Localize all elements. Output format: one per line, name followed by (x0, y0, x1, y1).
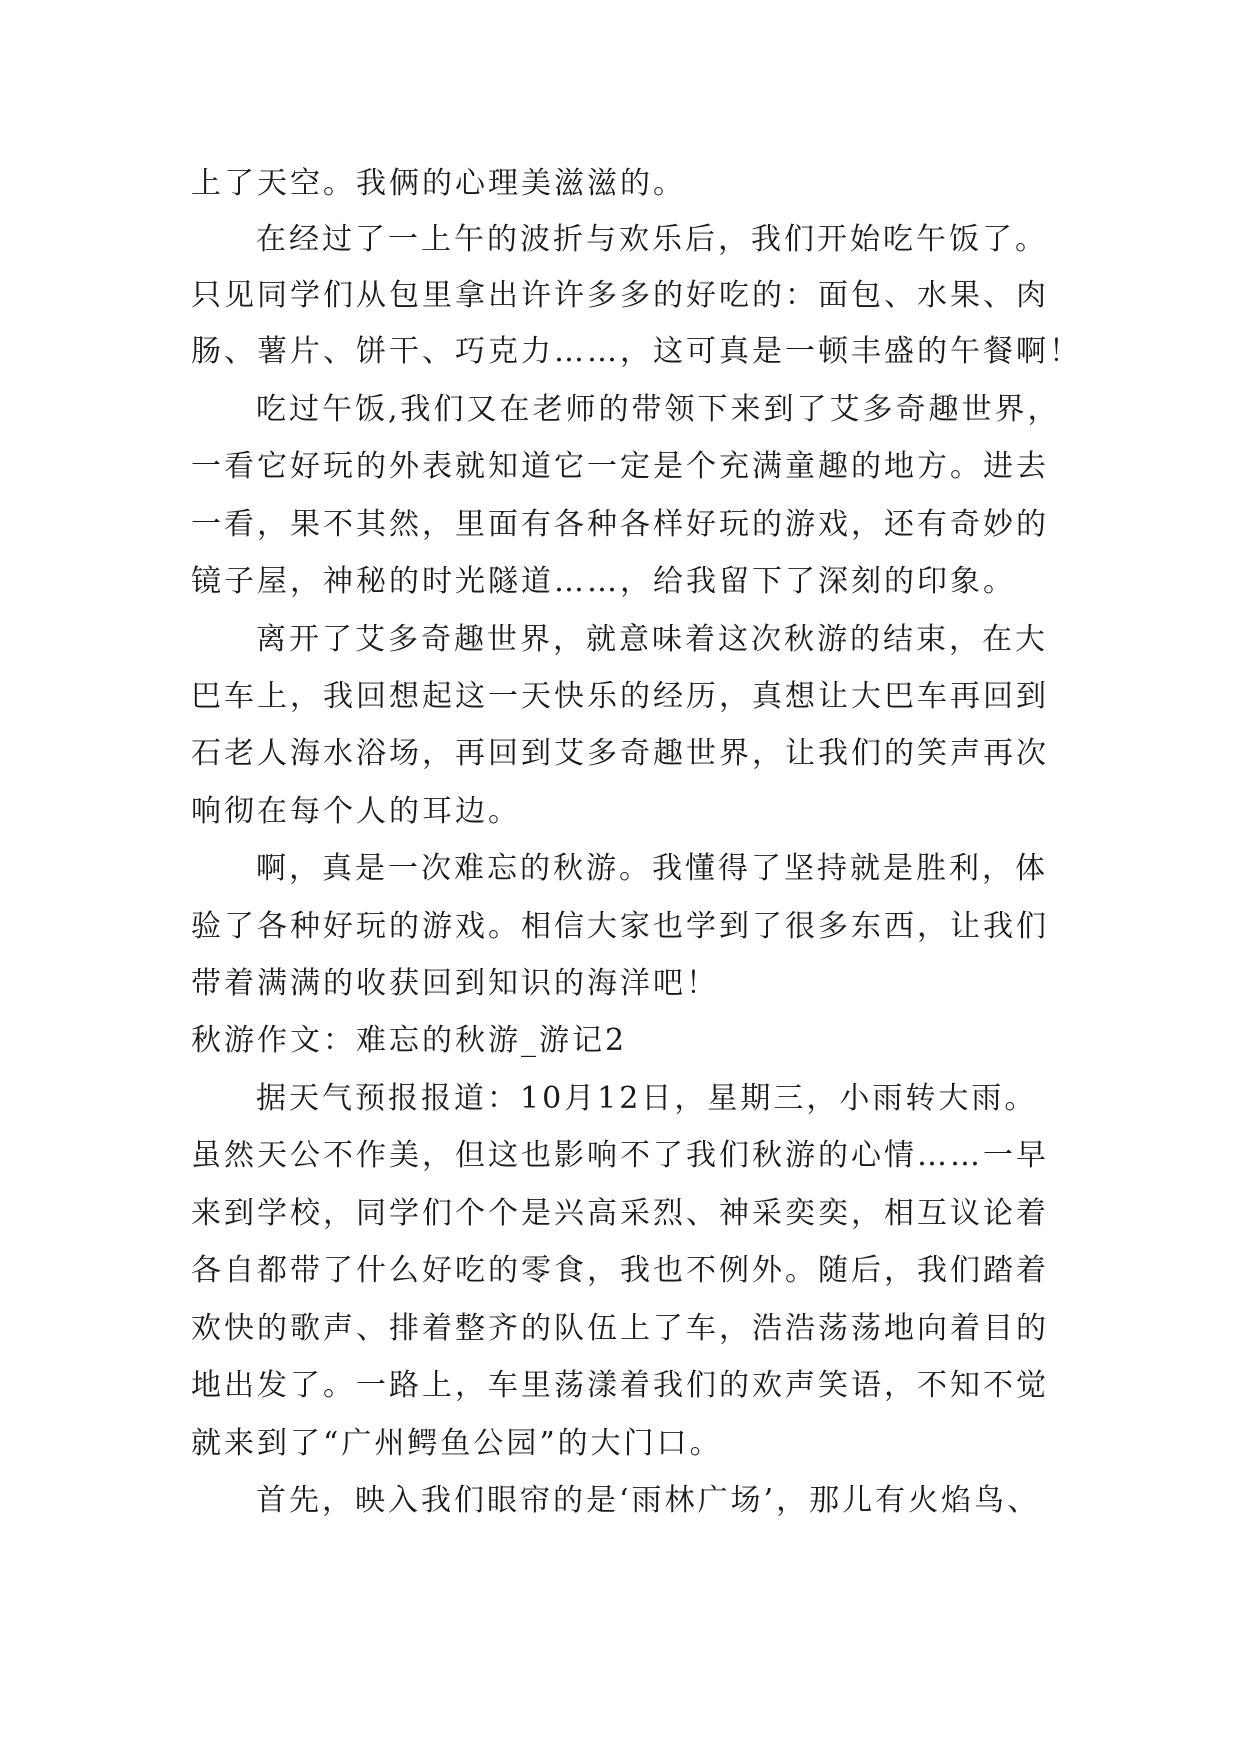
text-line: 吃过午饭,我们又在老师的带领下来到了艾多奇趣世界， (256, 392, 1061, 427)
text-line: 啊，真是一次难忘的秋游。我懂得了坚持就是胜利，体 (256, 851, 1048, 886)
text-line: 欢快的歌声、排着整齐的队伍上了车，浩浩荡荡地向着目的 (191, 1311, 1049, 1346)
text-line: 一看，果不其然，里面有各种各样好玩的游戏，还有奇妙的 (191, 507, 1049, 542)
text-line: 肠、薯片、饼干、巧克力……，这可真是一顿丰盛的午餐啊！ (191, 334, 1082, 369)
text-line: 石老人海水浴场，再回到艾多奇趣世界，让我们的笑声再次 (191, 736, 1049, 771)
text-line: 验了各种好玩的游戏。相信大家也学到了很多东西，让我们 (191, 909, 1049, 944)
text-line: 镜子屋，神秘的时光隧道……，给我留下了深刻的印象。 (191, 564, 1016, 599)
text-line: 上了天空。我俩的心理美滋滋的。 (191, 166, 686, 201)
text-line: 只见同学们从包里拿出许许多多的好吃的：面包、水果、肉 (191, 278, 1049, 313)
text-line: 各自都带了什么好吃的零食，我也不例外。随后，我们踏着 (191, 1253, 1049, 1288)
text-line: 带着满满的收获回到知识的海洋吧！ (191, 966, 719, 1001)
text-line: 据天气预报报道：10月12日，星期三，小雨转大雨。 (256, 1081, 1038, 1116)
section-heading: 秋游作文：难忘的秋游_游记2 (191, 1023, 628, 1058)
text-line: 离开了艾多奇趣世界，就意味着这次秋游的结束，在大 (256, 622, 1048, 657)
text-line: 地出发了。一路上，车里荡漾着我们的欢声笑语，不知不觉 (191, 1368, 1049, 1403)
text-line: 首先，映入我们眼帘的是‘雨林广场’，那儿有火焰鸟、 (256, 1483, 1041, 1518)
text-line: 一看它好玩的外表就知道它一定是个充满童趣的地方。进去 (191, 449, 1049, 484)
text-line: 在经过了一上午的波折与欢乐后，我们开始吃午饭了。 (256, 222, 1048, 257)
text-line: 巴车上，我回想起这一天快乐的经历，真想让大巴车再回到 (191, 679, 1049, 714)
text-line: 响彻在每个人的耳边。 (191, 794, 521, 829)
text-line: 来到学校，同学们个个是兴高采烈、神采奕奕，相互议论着 (191, 1196, 1049, 1231)
text-line: 就来到了“广州鳄鱼公园”的大门口。 (191, 1426, 723, 1461)
text-line: 虽然天公不作美，但这也影响不了我们秋游的心情……一早 (191, 1138, 1049, 1173)
